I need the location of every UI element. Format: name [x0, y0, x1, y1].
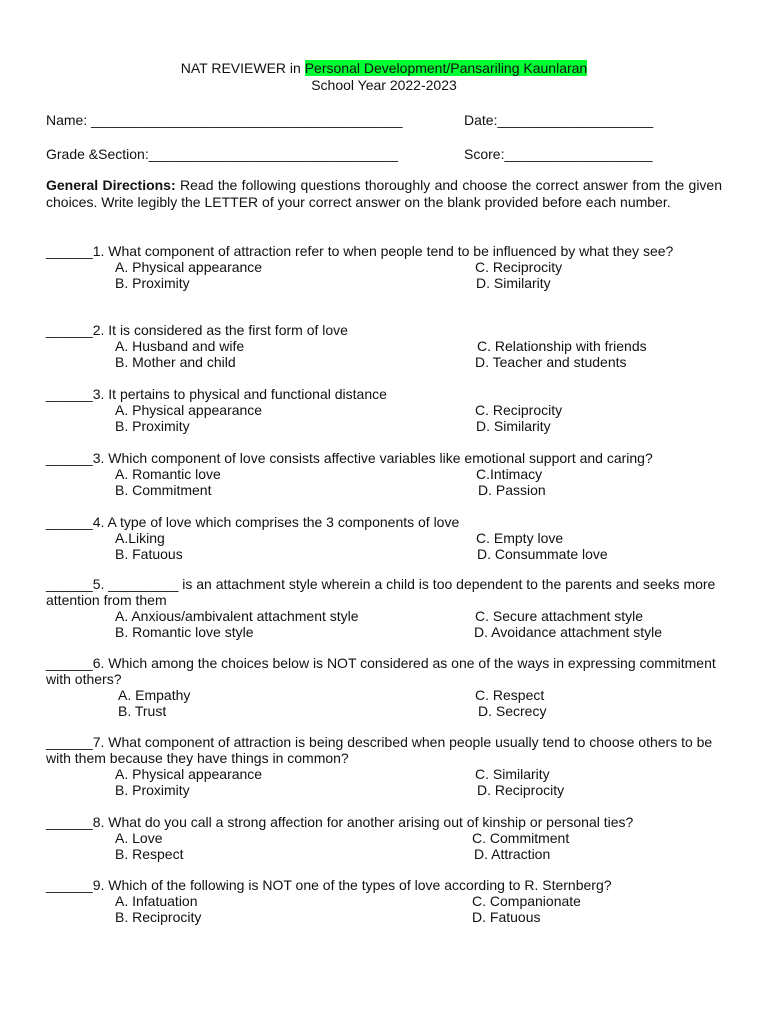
question-item — [46, 655, 722, 719]
choice-b: B. Respect — [115, 846, 184, 862]
choice-d: D. Consummate love — [477, 546, 608, 562]
choice-b: B. Proximity — [115, 275, 190, 291]
answer-choices — [46, 687, 722, 719]
question-item — [46, 514, 722, 562]
choice-b: B. Mother and child — [115, 354, 236, 370]
name-field[interactable]: Name: ________________________________________ — [46, 112, 403, 128]
question-stem: ______8. What do you call a strong affection for another arising out of kinship or personal ties? — [46, 814, 634, 830]
question-stem: ______9. Which of the following is NOT one of the types of love according to R. Sternberg? — [46, 877, 612, 893]
choice-d: D. Attraction — [474, 846, 551, 862]
choice-d: D. Similarity — [476, 275, 551, 291]
question-stem: ______2. It is considered as the first form of love — [46, 322, 348, 338]
question-stem: ______3. It pertains to physical and functional distance — [46, 386, 387, 402]
answer-choices — [46, 402, 722, 434]
choice-b: B. Trust — [118, 703, 167, 719]
choice-b: B. Fatuous — [115, 546, 183, 562]
choice-c: C. Relationship with friends — [477, 338, 647, 354]
date-field[interactable]: Date:____________________ — [464, 112, 654, 128]
choice-a: A. Physical appearance — [115, 766, 263, 782]
question-item — [46, 386, 722, 434]
answer-choices — [46, 608, 722, 640]
choice-b: B. Reciprocity — [115, 909, 202, 925]
answer-choices — [46, 893, 722, 925]
answer-choices — [46, 259, 722, 291]
grade-section-field[interactable]: Grade &Section:________________________________ — [46, 146, 398, 162]
title-subject-highlight: Personal Development/Pansariling Kaunlaran — [304, 60, 588, 76]
choice-d: D. Similarity — [476, 418, 551, 434]
general-directions — [46, 177, 722, 210]
choice-b: B. Romantic love style — [115, 624, 254, 640]
question-item — [46, 877, 722, 925]
choice-a: A. Anxious/ambivalent attachment style — [115, 608, 359, 624]
choice-d: D. Passion — [478, 482, 546, 498]
choice-a: A. Infatuation — [115, 893, 198, 909]
answer-choices — [46, 830, 722, 862]
question-stem: ______7. What component of attraction is being described when people usually tend to choose others to be with them because they have things in common? — [46, 734, 713, 766]
question-item — [46, 814, 722, 862]
question-item — [46, 243, 722, 291]
choice-c: C. Empty love — [476, 530, 564, 546]
choice-a: A. Love — [115, 830, 163, 846]
choice-d: D. Fatuous — [472, 909, 541, 925]
worksheet-title — [0, 60, 768, 77]
answer-choices — [46, 466, 722, 498]
choice-b: B. Proximity — [115, 418, 190, 434]
choice-a: A. Physical appearance — [115, 402, 263, 418]
choice-c: C. Secure attachment style — [475, 608, 644, 624]
choice-c: C.Intimacy — [476, 466, 543, 482]
choice-d: D. Teacher and students — [475, 354, 627, 370]
question-stem: ______5. _________ is an attachment style wherein a child is too dependent to the parents and seeks more attention from them — [46, 576, 716, 608]
question-item — [46, 734, 722, 798]
question-stem: ______1. What component of attraction refer to when people tend to be influenced by what they see? — [46, 243, 674, 259]
school-year: School Year 2022-2023 — [311, 77, 457, 93]
choice-c: C. Similarity — [475, 766, 550, 782]
score-field[interactable]: Score:___________________ — [464, 146, 653, 162]
choice-b: B. Commitment — [115, 482, 212, 498]
choice-a: A. Empathy — [118, 687, 191, 703]
directions-label: General Directions: — [46, 177, 176, 193]
choice-c: C. Commitment — [472, 830, 570, 846]
choice-d: D. Avoidance attachment style — [474, 624, 663, 640]
choice-b: B. Proximity — [115, 782, 190, 798]
question-stem: ______6. Which among the choices below is NOT considered as one of the ways in expressing commitment with others? — [46, 655, 716, 687]
answer-choices — [46, 766, 722, 798]
title-prefix: NAT REVIEWER in — [180, 60, 305, 76]
question-item — [46, 450, 722, 498]
worksheet-header — [0, 60, 768, 94]
choice-c: C. Companionate — [472, 893, 581, 909]
choice-c: C. Reciprocity — [475, 259, 563, 275]
choice-a: A. Romantic love — [115, 466, 221, 482]
choice-a: A.Liking — [115, 530, 165, 546]
question-stem: ______3. Which component of love consists affective variables like emotional support and caring? — [46, 450, 653, 466]
directions-text: Read the following questions thoroughly and choose the correct answer from the given choices. Write legibly the LETTER of your correct answer on the blank provided before each number. — [46, 177, 723, 210]
answer-choices — [46, 530, 722, 562]
choice-a: A. Physical appearance — [115, 259, 263, 275]
question-item — [46, 576, 722, 640]
choice-a: A. Husband and wife — [115, 338, 245, 354]
choice-c: C. Reciprocity — [475, 402, 563, 418]
choice-c: C. Respect — [475, 687, 545, 703]
choice-d: D. Secrecy — [478, 703, 547, 719]
choice-d: D. Reciprocity — [477, 782, 565, 798]
answer-choices — [46, 338, 722, 370]
question-stem: ______4. A type of love which comprises the 3 components of love — [46, 514, 460, 530]
question-item — [46, 322, 722, 370]
